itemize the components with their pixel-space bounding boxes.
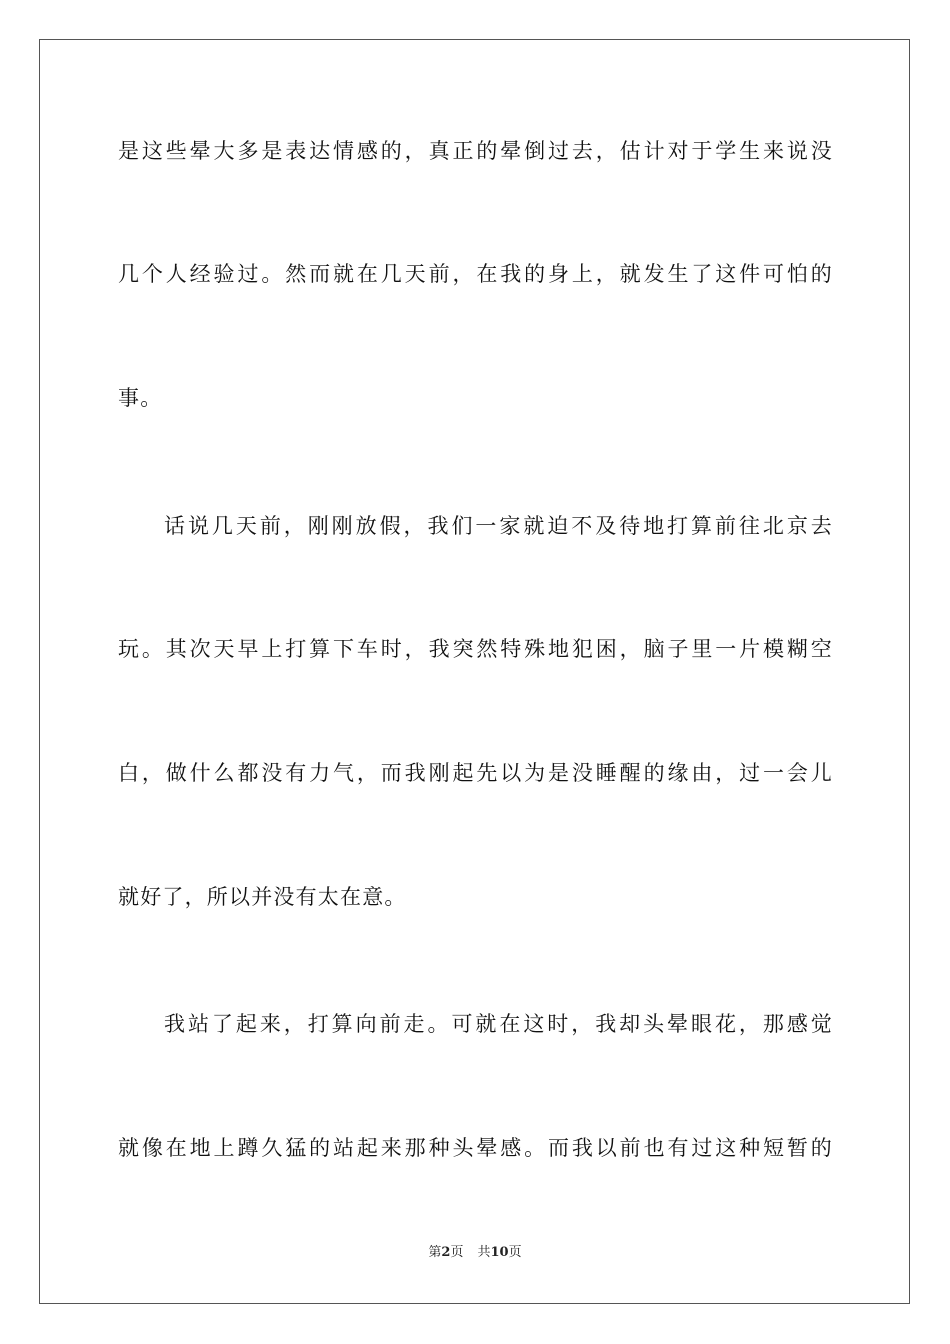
text-line-5: 玩。其次天早上打算下车时，我突然特殊地犯困，脑子里一片模糊空 (118, 637, 833, 661)
footer-page-suffix: 页 (450, 1245, 464, 1260)
footer-page-prefix: 第 (428, 1245, 442, 1260)
text-line-9: 就像在地上蹲久猛的站起来那种头晕感。而我以前也有过这种短暂的 (118, 1136, 833, 1160)
text-line-8: 我站了起来，打算向前走。可就在这时，我却头晕眼花，那感觉 (164, 1012, 833, 1036)
text-line-2: 几个人经验过。然而就在几天前，在我的身上，就发生了这件可怕的 (118, 262, 833, 286)
footer-page-number: 2 (441, 1245, 451, 1260)
text-line-1: 是这些晕大多是表达情感的，真正的晕倒过去，估计对于学生来说没 (118, 139, 833, 163)
text-line-6: 白，做什么都没有力气，而我刚起先以为是没睡醒的缘由，过一会儿 (118, 761, 833, 785)
text-line-4: 话说几天前，刚刚放假，我们一家就迫不及待地打算前往北京去 (164, 514, 833, 538)
footer-total-prefix: 共 (477, 1245, 491, 1260)
footer-total-suffix: 页 (508, 1245, 522, 1260)
text-line-3: 事。 (118, 386, 163, 410)
page-footer (0, 1244, 950, 1262)
page-border (39, 39, 910, 1304)
footer-total-number: 10 (490, 1245, 509, 1260)
text-line-7: 就好了，所以并没有太在意。 (118, 885, 407, 909)
